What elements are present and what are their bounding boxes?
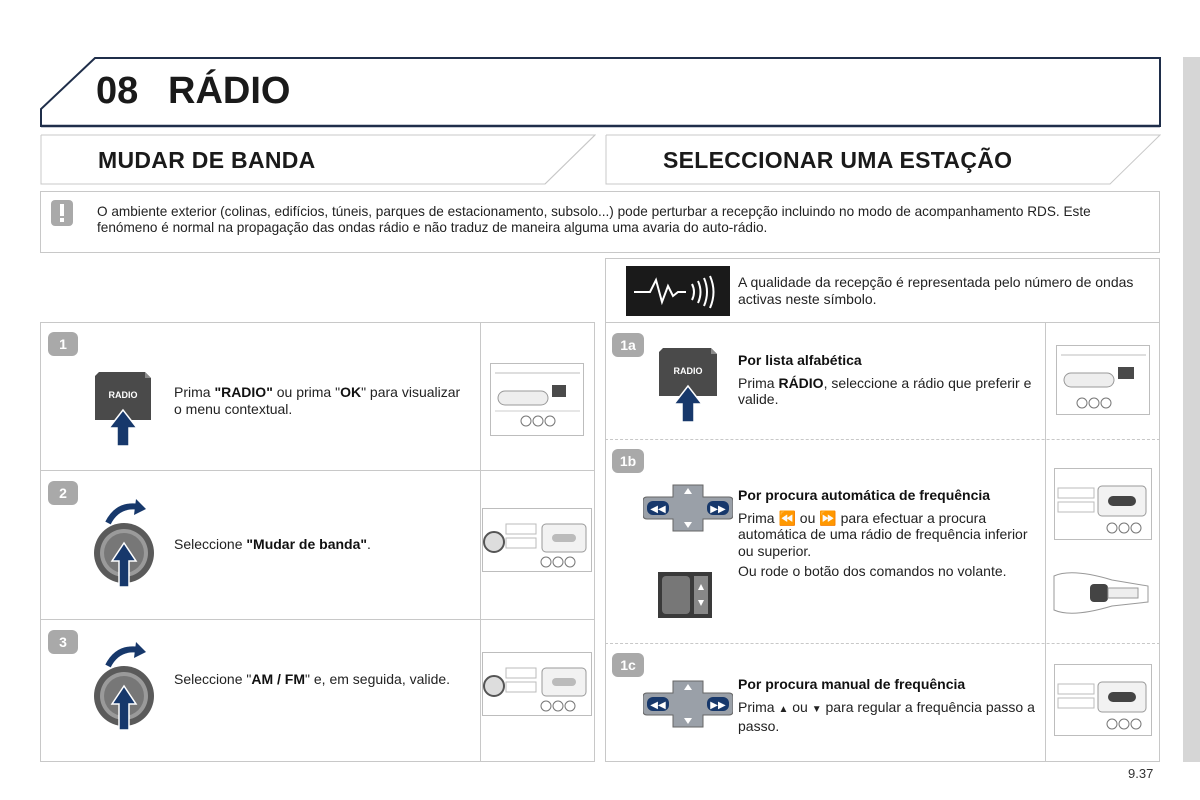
step-badge-1: 1 (48, 332, 82, 358)
step-1b-text: Por procura automática de frequência Prima ⏪ ou ⏩ para efectuar a procura automática de uma rádio de frequência inferior ou superior. Ou rode o botão dos comandos no volante. (738, 487, 1028, 579)
section-title-change-band: MUDAR DE BANDA (98, 147, 316, 173)
svg-text:▶▶: ▶▶ (710, 700, 726, 711)
svg-text:◀◀: ◀◀ (650, 504, 666, 515)
direction-pad-icon (643, 679, 733, 729)
radio-button-icon: RADIO (93, 372, 153, 448)
radio-panel-thumbnail (490, 363, 584, 436)
radio-button-icon: RADIO (657, 348, 719, 424)
radio-panel-thumbnail (482, 508, 592, 572)
signal-wave-icon (626, 266, 730, 316)
section-header-select-station (605, 134, 1160, 184)
section-header-change-band (40, 134, 595, 184)
reception-text: A qualidade da recepção é representada pelo número de ondas activas neste símbolo. (738, 274, 1134, 307)
page-number: 9.37 (1128, 766, 1154, 781)
step-1c-text: Por procura manual de frequência Prima ▲ ou ▼ para regular a frequência passo a passo. (738, 676, 1035, 734)
step-badge-1c: 1c (612, 653, 646, 679)
step-1a-text: Por lista alfabética Prima RÁDIO, seleccione a rádio que preferir e valide. (738, 352, 1032, 407)
chapter-number: 08 (96, 70, 139, 112)
radio-panel-thumbnail (482, 652, 592, 716)
radio-panel-thumbnail (1056, 345, 1150, 415)
rotary-knob-icon (92, 497, 156, 589)
radio-panel-thumbnail (1054, 664, 1152, 736)
direction-pad-icon (643, 483, 733, 533)
rotary-knob-icon (92, 640, 156, 732)
svg-text:◀◀: ◀◀ (650, 700, 666, 711)
chapter-title: RÁDIO (168, 70, 291, 112)
side-margin-strip (1183, 57, 1200, 762)
step-badge-2: 2 (48, 481, 82, 507)
step-2-text: Seleccione "Mudar de banda". (174, 536, 371, 552)
step-badge-1a: 1a (612, 333, 646, 359)
step-badge-3: 3 (48, 630, 82, 656)
step-1-text: Prima "RADIO" ou prima "OK" para visualizar o menu contextual. (174, 384, 461, 417)
steering-column-thumbnail (1052, 566, 1150, 620)
radio-panel-thumbnail (1054, 468, 1152, 540)
exclamation-icon (51, 200, 73, 226)
step-badge-1b: 1b (612, 449, 646, 475)
step-3-text: Seleccione "AM / FM" e, em seguida, valide. (174, 671, 451, 687)
warning-text: O ambiente exterior (colinas, edifícios, túneis, parques de estacionamento, subsolo...) pode perturbar a recepção incluindo no modo de acompanhamento RDS. Este fenómeno é normal na propagação das ondas rádio e não traduz de maneira alguma uma avaria do auto-rádio. (97, 204, 1091, 235)
svg-text:▶▶: ▶▶ (710, 504, 726, 515)
section-title-select-station: SELECCIONAR UMA ESTAÇÃO (663, 147, 1013, 173)
steering-wheel-control-icon (658, 572, 712, 618)
